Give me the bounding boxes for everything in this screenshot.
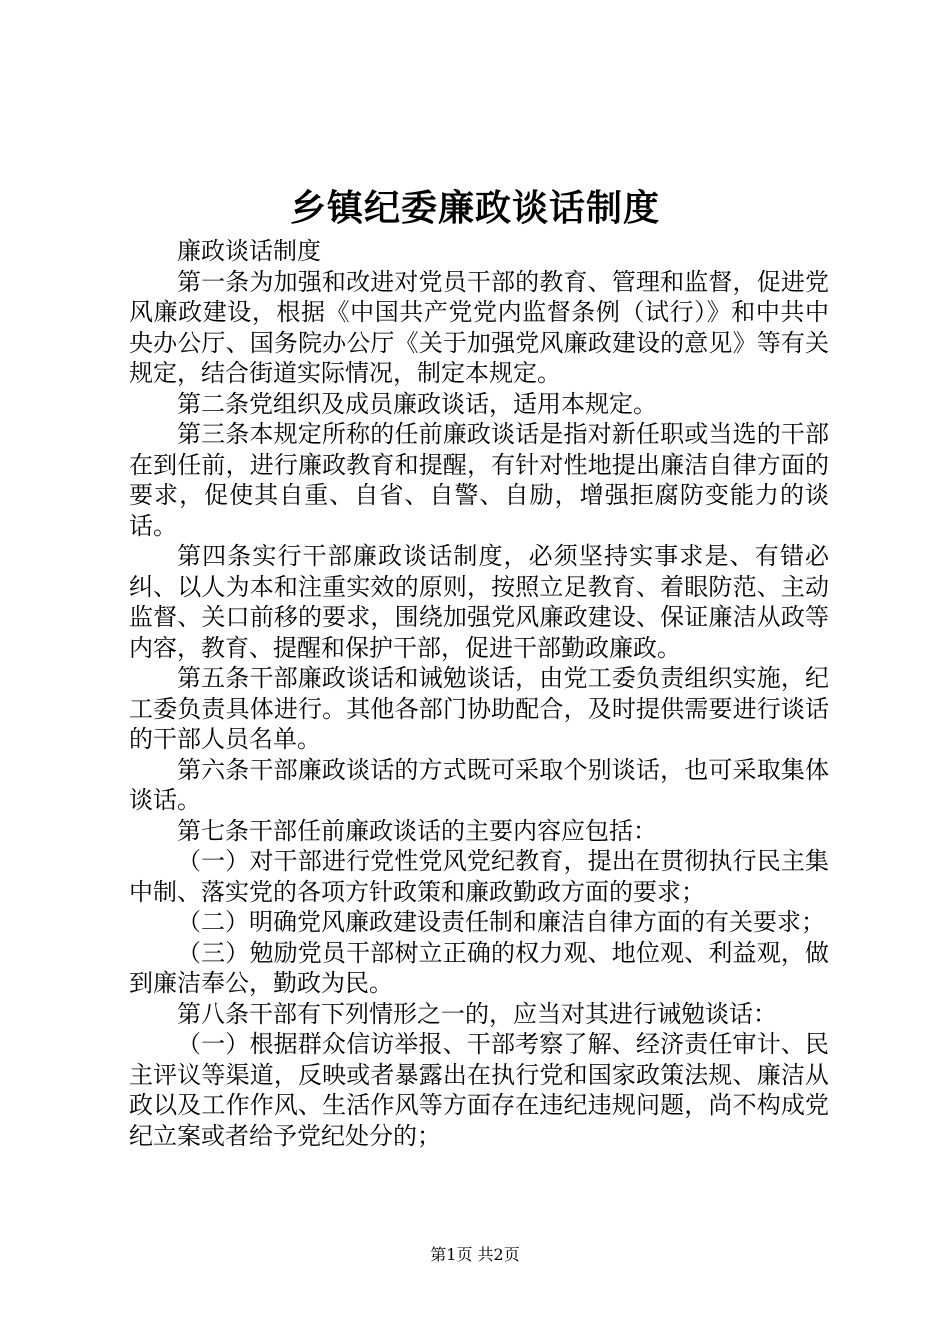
- page-number: 第1页 共2页: [430, 1245, 520, 1264]
- article-8: 第八条干部有下列情形之一的，应当对其进行诫勉谈话：: [177, 999, 777, 1028]
- article-8-item-1: （一）根据群众信访举报、干部考察了解、经济责任审计、民主评议等渠道，反映或者暴露出在执行党和国家政策法规、廉洁从政以及工作作风、生活作风等方面存在违纪违规问题，尚不构成党纪立案或者给予党纪处分的；: [129, 1030, 829, 1150]
- article-6: 第六条干部廉政谈话的方式既可采取个别谈话，也可采取集体谈话。: [129, 755, 829, 814]
- article-7-item-1: （一）对干部进行党性党风党纪教育，提出在贯彻执行民主集中制、落实党的各项方针政策和廉政勤政方面的要求；: [129, 847, 829, 906]
- article-3: 第三条本规定所称的任前廉政谈话是指对新任职或当选的干部在到任前，进行廉政教育和提醒，有针对性地提出廉洁自律方面的要求，促使其自重、自省、自警、自励，增强拒腐防变能力的谈话。: [129, 420, 829, 540]
- document-body: [129, 236, 829, 1151]
- article-4: 第四条实行干部廉政谈话制度，必须坚持实事求是、有错必纠、以人为本和注重实效的原则，按照立足教育、着眼防范、主动监督、关口前移的要求，围绕加强党风廉政建设、保证廉洁从政等内容，教育、提醒和保护干部，促进干部勤政廉政。: [129, 542, 829, 662]
- article-5: 第五条干部廉政谈话和诫勉谈话，由党工委负责组织实施，纪工委负责具体进行。其他各部门协助配合，及时提供需要进行谈话的干部人员名单。: [129, 664, 829, 753]
- article-7-item-2: （二）明确党风廉政建设责任制和廉洁自律方面的有关要求；: [177, 908, 825, 936]
- article-1: 第一条为加强和改进对党员干部的教育、管理和监督，促进党风廉政建设，根据《中国共产党党内监督条例（试行）》和中共中央办公厅、国务院办公厅《关于加强党风廉政建设的意见》等有关规定，结合街道实际情况，制定本规定。: [129, 267, 829, 387]
- document-title: 乡镇纪委廉政谈话制度: [289, 187, 660, 229]
- article-2: 第二条党组织及成员廉政谈话，适用本规定。: [177, 389, 657, 418]
- article-7-item-3: （三）勉励党员干部树立正确的权力观、地位观、利益观，做到廉洁奉公，勤政为民。: [129, 938, 829, 997]
- article-7: 第七条干部任前廉政谈话的主要内容应包括：: [177, 816, 657, 845]
- section-heading: 廉政谈话制度: [177, 237, 321, 265]
